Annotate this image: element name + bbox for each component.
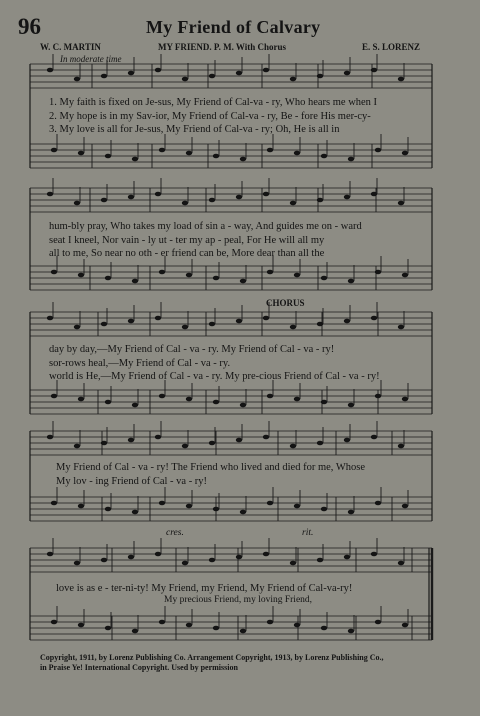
copyright-line-1: Copyright, 1911, by Lorenz Publishing Co. Arrangement Copyright, 1913, by Lorenz Publishing Co., — [40, 653, 384, 662]
author-credit: W. C. MARTIN — [40, 42, 101, 52]
note-head — [155, 68, 161, 73]
note-head — [267, 270, 273, 275]
hymn-title: My Friend of Calvary — [146, 17, 321, 37]
note-head — [159, 270, 165, 275]
note-head — [344, 195, 350, 200]
note-head — [344, 319, 350, 324]
note-head — [263, 435, 269, 440]
note-head — [375, 620, 381, 625]
note-head — [51, 394, 57, 399]
note-head — [321, 400, 327, 405]
note-head — [78, 504, 84, 509]
note-head — [371, 192, 377, 197]
note-head — [344, 438, 350, 443]
note-head — [236, 71, 242, 76]
verse-2-line-1: 2. My hope is in my Sav-ior, My Friend of Cal-va - ry, Be - fore His mer-cy- — [49, 111, 371, 122]
note-head — [375, 148, 381, 153]
note-head — [294, 273, 300, 278]
note-head — [371, 316, 377, 321]
note-head — [74, 325, 80, 330]
note-head — [317, 74, 323, 79]
note-head — [47, 68, 53, 73]
chorus-line-1: My Friend of Cal - va - ry! The Friend who lived and died for me, Whose — [56, 462, 366, 473]
note-head — [294, 623, 300, 628]
note-head — [402, 504, 408, 509]
note-head — [74, 444, 80, 449]
note-head — [101, 198, 107, 203]
note-head — [155, 552, 161, 557]
note-head — [321, 507, 327, 512]
note-head — [51, 270, 57, 275]
note-head — [290, 444, 296, 449]
note-head — [348, 157, 354, 162]
note-head — [402, 273, 408, 278]
note-head — [402, 623, 408, 628]
note-head — [321, 276, 327, 281]
chorus-line-2: love is as e - ter-ni-ty! My Friend, my Friend, My Friend of Cal-va-ry! — [56, 583, 353, 594]
note-head — [290, 77, 296, 82]
note-head — [267, 501, 273, 506]
note-head — [263, 316, 269, 321]
note-head — [159, 394, 165, 399]
note-head — [182, 444, 188, 449]
note-head — [213, 626, 219, 631]
note-head — [128, 438, 134, 443]
note-head — [159, 148, 165, 153]
verse-3-line-2: all to me, So near no oth - er friend can be, More dear than all the — [49, 248, 325, 259]
note-head — [101, 74, 107, 79]
note-head — [213, 154, 219, 159]
ritardando-marking: rit. — [302, 528, 314, 538]
note-head — [74, 561, 80, 566]
chorus-line-1-alto: My lov - ing Friend of Cal - va - ry! — [56, 476, 208, 487]
verse-3-line-3: world is He,—My Friend of Cal - va - ry. My pre-cious Friend of Cal - va - ry! — [49, 371, 380, 382]
note-head — [236, 195, 242, 200]
note-head — [263, 192, 269, 197]
note-head — [186, 273, 192, 278]
note-head — [186, 151, 192, 156]
note-head — [186, 397, 192, 402]
note-head — [344, 555, 350, 560]
copyright-line-2: in Praise Ye! International Copyright. Used by permission — [40, 663, 238, 672]
note-head — [213, 400, 219, 405]
note-head — [78, 273, 84, 278]
note-head — [132, 279, 138, 284]
note-head — [182, 201, 188, 206]
note-head — [290, 325, 296, 330]
note-head — [132, 629, 138, 634]
note-head — [182, 561, 188, 566]
note-head — [267, 394, 273, 399]
note-head — [51, 620, 57, 625]
note-head — [344, 71, 350, 76]
note-head — [51, 501, 57, 506]
note-head — [321, 154, 327, 159]
note-head — [128, 555, 134, 560]
note-head — [371, 68, 377, 73]
note-head — [236, 438, 242, 443]
note-head — [263, 552, 269, 557]
note-head — [155, 192, 161, 197]
note-head — [240, 279, 246, 284]
verse-1-line-1: 1. My faith is fixed on Je-sus, My Friend of Cal-va - ry, Who hears me when I — [49, 97, 378, 108]
note-head — [348, 279, 354, 284]
note-head — [398, 561, 404, 566]
note-head — [290, 561, 296, 566]
note-head — [375, 501, 381, 506]
note-head — [348, 403, 354, 408]
note-head — [321, 626, 327, 631]
verse-2-line-3: sor-rows heal,—My Friend of Cal - va - ry. — [49, 358, 231, 369]
note-head — [186, 623, 192, 628]
note-head — [132, 403, 138, 408]
note-head — [375, 394, 381, 399]
note-head — [128, 71, 134, 76]
note-head — [240, 629, 246, 634]
note-head — [101, 558, 107, 563]
note-head — [398, 77, 404, 82]
note-head — [209, 558, 215, 563]
chorus-label: CHORUS — [266, 298, 305, 308]
note-head — [155, 316, 161, 321]
crescendo-marking: cres. — [166, 528, 184, 538]
verse-2-line-2: seat I kneel, Nor vain - ly ut - ter my ap - peal, For He will all my — [49, 235, 325, 246]
note-head — [236, 555, 242, 560]
note-head — [236, 319, 242, 324]
note-head — [51, 148, 57, 153]
note-head — [182, 325, 188, 330]
note-head — [209, 198, 215, 203]
note-head — [155, 435, 161, 440]
note-head — [159, 620, 165, 625]
note-head — [132, 510, 138, 515]
note-head — [128, 319, 134, 324]
note-head — [317, 441, 323, 446]
note-head — [209, 322, 215, 327]
note-head — [182, 77, 188, 82]
verse-1-line-2: hum-bly pray, Who takes my load of sin a - way, And guides me on - ward — [49, 221, 362, 232]
note-head — [74, 201, 80, 206]
note-head — [101, 322, 107, 327]
note-head — [128, 195, 134, 200]
note-head — [240, 510, 246, 515]
verse-3-line-1: 3. My love is all for Je-sus, My Friend of Cal-va - ry; Oh, He is all in — [49, 124, 340, 135]
note-head — [101, 441, 107, 446]
note-head — [105, 507, 111, 512]
note-head — [402, 151, 408, 156]
note-head — [294, 397, 300, 402]
note-head — [209, 74, 215, 79]
note-head — [78, 397, 84, 402]
note-head — [105, 154, 111, 159]
note-head — [78, 623, 84, 628]
note-head — [105, 626, 111, 631]
note-head — [290, 201, 296, 206]
note-head — [263, 68, 269, 73]
chorus-line-2-alto: My precious Friend, my loving Friend, — [164, 595, 313, 605]
note-head — [371, 552, 377, 557]
note-head — [105, 276, 111, 281]
tune-meter: MY FRIEND. P. M. With Chorus — [158, 42, 287, 52]
note-head — [240, 403, 246, 408]
note-head — [267, 620, 273, 625]
verse-1-line-3: day by day,—My Friend of Cal - va - ry. My Friend of Cal - va - ry! — [49, 344, 335, 355]
note-head — [213, 507, 219, 512]
note-head — [47, 435, 53, 440]
note-head — [74, 77, 80, 82]
note-head — [294, 151, 300, 156]
note-head — [47, 552, 53, 557]
note-head — [317, 558, 323, 563]
note-head — [371, 435, 377, 440]
note-head — [47, 192, 53, 197]
note-head — [267, 148, 273, 153]
note-head — [398, 444, 404, 449]
note-head — [159, 501, 165, 506]
note-head — [186, 504, 192, 509]
note-head — [317, 198, 323, 203]
note-head — [47, 316, 53, 321]
note-head — [78, 151, 84, 156]
tempo-marking: In moderate time — [60, 54, 122, 64]
note-head — [105, 400, 111, 405]
note-head — [132, 157, 138, 162]
note-head — [240, 157, 246, 162]
note-head — [398, 325, 404, 330]
note-head — [317, 322, 323, 327]
note-head — [213, 276, 219, 281]
note-head — [348, 629, 354, 634]
note-head — [294, 504, 300, 509]
note-head — [398, 201, 404, 206]
note-head — [348, 510, 354, 515]
note-head — [402, 397, 408, 402]
composer-credit: E. S. LORENZ — [362, 42, 421, 52]
hymn-number: 96 — [18, 14, 41, 39]
note-head — [375, 270, 381, 275]
note-head — [209, 441, 215, 446]
